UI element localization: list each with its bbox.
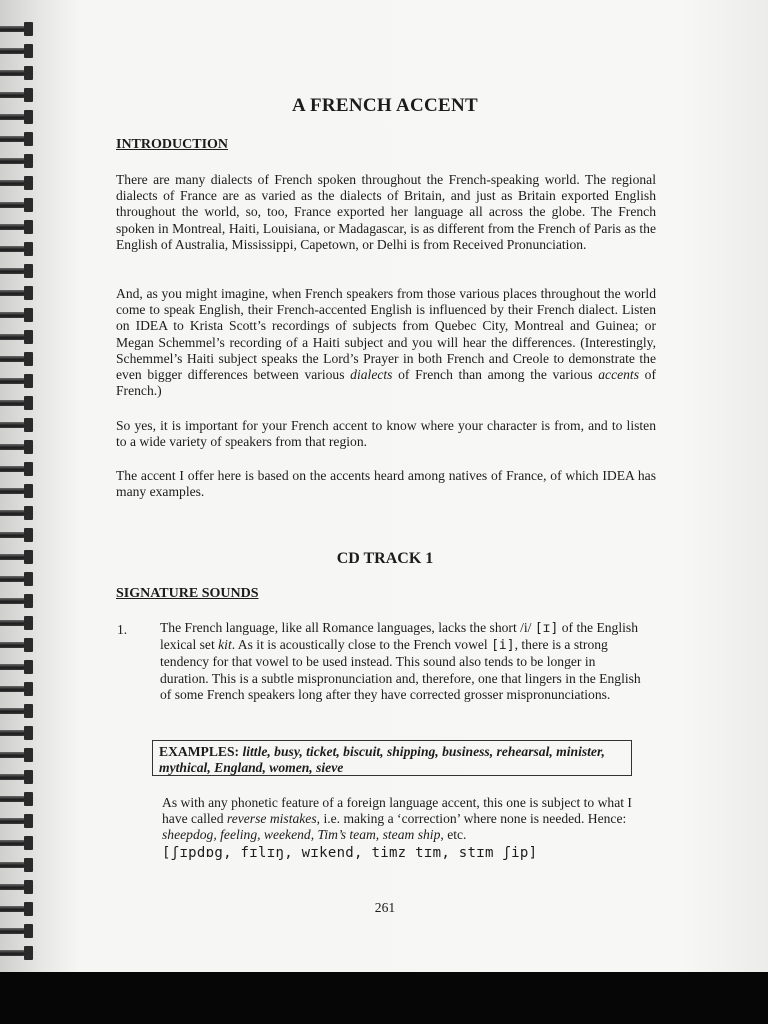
spiral-ring	[0, 880, 34, 894]
ring-wire	[0, 246, 26, 252]
ring-hole	[24, 880, 33, 894]
signature-sounds-heading: SIGNATURE SOUNDS	[116, 586, 259, 601]
ring-hole	[24, 638, 33, 652]
spiral-ring	[0, 638, 34, 652]
spiral-ring	[0, 220, 34, 234]
ring-wire	[0, 752, 26, 758]
ring-hole	[24, 528, 33, 542]
introduction-heading: INTRODUCTION	[116, 137, 229, 152]
spiral-ring	[0, 330, 34, 344]
spiral-ring	[0, 132, 34, 146]
ring-hole	[24, 242, 33, 256]
ring-hole	[24, 396, 33, 410]
spiral-ring	[0, 550, 34, 564]
ring-wire	[0, 510, 26, 516]
spiral-ring	[0, 858, 34, 872]
note-text-c: , etc.	[440, 827, 467, 843]
para2-text-b: of French than among the various	[392, 367, 599, 383]
spiral-ring	[0, 418, 34, 432]
ring-wire	[0, 136, 26, 142]
ring-hole	[24, 198, 33, 212]
ring-wire	[0, 598, 26, 604]
ring-wire	[0, 708, 26, 714]
ring-hole	[24, 946, 33, 960]
spiral-ring	[0, 88, 34, 102]
ring-hole	[24, 44, 33, 58]
ring-hole	[24, 484, 33, 498]
ring-hole	[24, 660, 33, 674]
spiral-ring	[0, 946, 34, 960]
ring-wire	[0, 906, 26, 912]
ring-hole	[24, 792, 33, 806]
ring-wire	[0, 48, 26, 54]
spiral-ring	[0, 462, 34, 476]
note-text-a: As with any phonetic feature of a foreign language accent, this one is subject to what I have called	[162, 795, 632, 827]
cd-track-heading: CD TRACK 1	[336, 550, 434, 567]
ring-wire	[0, 70, 26, 76]
ring-wire	[0, 532, 26, 538]
item-text-d: , there is a strong tendency for that vowel to be used instead. This sound also tends to be longer in duration. This is a subtle mispronunciation and, therefore, one that lingers in the English of some French speakers long after they have corrected grosser mispronunciations.	[160, 637, 641, 702]
ring-wire	[0, 334, 26, 340]
ring-hole	[24, 572, 33, 586]
ring-wire	[0, 180, 26, 186]
ring-wire	[0, 268, 26, 274]
spiral-ring	[0, 594, 34, 608]
ring-hole	[24, 88, 33, 102]
ring-hole	[24, 836, 33, 850]
note-emphasis: reverse mistakes	[226, 811, 317, 827]
spiral-ring	[0, 154, 34, 168]
ring-wire	[0, 356, 26, 362]
ipa-transcription: [ʃɪpdɒg, fɪlɪŋ, wɪkend, timz tɪm, stɪm ʃip]	[162, 845, 538, 861]
ring-wire	[0, 554, 26, 560]
spiral-ring	[0, 902, 34, 916]
intro-paragraph-3: So yes, it is important for your French accent to know where your character is from, and to listen to a wide variety of speakers from that region.	[116, 418, 656, 450]
ring-wire	[0, 422, 26, 428]
spiral-ring	[0, 792, 34, 806]
spiral-ring	[0, 770, 34, 784]
ring-wire	[0, 202, 26, 208]
ring-wire	[0, 290, 26, 296]
ring-hole	[24, 308, 33, 322]
item-text-a: The French language, like all Romance languages, lacks the short /i/	[160, 620, 535, 635]
item-text-b: of the English lexical set	[160, 620, 638, 653]
spiral-ring	[0, 176, 34, 190]
ring-wire	[0, 312, 26, 318]
ring-wire	[0, 928, 26, 934]
ring-wire	[0, 114, 26, 120]
spiral-ring	[0, 726, 34, 740]
ring-wire	[0, 884, 26, 890]
ring-hole	[24, 154, 33, 168]
spiral-ring	[0, 264, 34, 278]
ring-hole	[24, 924, 33, 938]
ring-wire	[0, 224, 26, 230]
spiral-ring	[0, 572, 34, 586]
spiral-ring	[0, 836, 34, 850]
spiral-ring	[0, 506, 34, 520]
ring-hole	[24, 352, 33, 366]
reverse-mistakes-note	[162, 795, 652, 844]
spiral-ring	[0, 616, 34, 630]
ring-hole	[24, 858, 33, 872]
spiral-ring	[0, 308, 34, 322]
ipa-french-i: [i]	[491, 638, 515, 654]
ring-hole	[24, 550, 33, 564]
examples-label: EXAMPLES:	[159, 744, 240, 759]
ring-wire	[0, 26, 26, 32]
ring-wire	[0, 378, 26, 384]
page-number: 261	[374, 900, 396, 915]
spiral-ring	[0, 110, 34, 124]
ring-wire	[0, 796, 26, 802]
list-item-text	[160, 620, 644, 703]
ring-wire	[0, 818, 26, 824]
note-text-b: , i.e. making a ‘correction’ where none is needed. Hence:	[316, 811, 627, 827]
ring-wire	[0, 664, 26, 670]
ipa-short-i: [ɪ]	[534, 621, 559, 636]
page-title: A FRENCH ACCENT	[291, 95, 479, 116]
ring-wire	[0, 576, 26, 582]
ring-hole	[24, 110, 33, 124]
lexical-set-kit: kit	[218, 637, 232, 653]
list-item-number: 1.	[117, 622, 128, 637]
spiral-ring	[0, 374, 34, 388]
ring-hole	[24, 814, 33, 828]
ring-hole	[24, 462, 33, 476]
spiral-ring	[0, 396, 34, 410]
ring-wire	[0, 840, 26, 846]
ring-wire	[0, 686, 26, 692]
ring-hole	[24, 682, 33, 696]
spiral-ring	[0, 484, 34, 498]
spiral-ring	[0, 748, 34, 762]
spiral-binding	[0, 22, 40, 972]
intro-paragraph-2	[116, 286, 656, 399]
ring-hole	[24, 616, 33, 630]
ring-hole	[24, 286, 33, 300]
ring-wire	[0, 92, 26, 98]
ring-wire	[0, 466, 26, 472]
ring-wire	[0, 774, 26, 780]
examples-box	[152, 740, 632, 776]
spiral-ring	[0, 924, 34, 938]
ring-hole	[24, 594, 33, 608]
examples-words: little, busy, ticket, biscuit, shipping, business, rehearsal, minister, mythical, England, women, sieve	[159, 744, 605, 775]
spiral-ring	[0, 814, 34, 828]
ring-wire	[0, 950, 26, 956]
ring-hole	[24, 374, 33, 388]
ring-wire	[0, 620, 26, 626]
ring-wire	[0, 642, 26, 648]
ring-wire	[0, 158, 26, 164]
intro-paragraph-1: There are many dialects of French spoken throughout the French-speaking world. The regional dialects of France are as varied as the dialects of Britain, and just as Britain exported English throughout the world, so, too, France exported her language all across the globe. The French spoken in Montreal, Haiti, Louisiana, or Madagascar, is as different from the French of Paris as the English of Australia, Mississippi, Capetown, or Delhi is from Received Pronunciation.	[116, 172, 656, 252]
ring-wire	[0, 400, 26, 406]
ring-hole	[24, 220, 33, 234]
ring-hole	[24, 726, 33, 740]
spiral-ring	[0, 198, 34, 212]
ring-hole	[24, 132, 33, 146]
intro-paragraph-4: The accent I offer here is based on the accents heard among natives of France, of which IDEA has many examples.	[116, 468, 656, 500]
spiral-ring	[0, 528, 34, 542]
para2-text-a: And, as you might imagine, when French speakers from those various places throughout the world come to speak English, their French-accented English is influenced by their French dialect. Listen on IDEA to Krista Scott’s recordings of subjects from Quebec City, Montreal and Guinea; or Megan Schemmel’s recording of a Haiti subject and you will hear the differences. (Interestingly, Schemmel’s Haiti subject speaks the Lord’s Prayer in both French and Creole to demonstrate the even bigger differences between various	[116, 286, 656, 383]
ring-hole	[24, 902, 33, 916]
ring-hole	[24, 330, 33, 344]
item-text-c: . As it is acoustically close to the French vowel	[231, 637, 492, 653]
spiral-ring	[0, 286, 34, 300]
spiral-ring	[0, 704, 34, 718]
ring-hole	[24, 22, 33, 36]
ring-hole	[24, 176, 33, 190]
ring-hole	[24, 264, 33, 278]
spiral-ring	[0, 660, 34, 674]
ring-hole	[24, 748, 33, 762]
ring-hole	[24, 66, 33, 80]
para2-emphasis-dialects: dialects	[350, 367, 393, 383]
ring-hole	[24, 770, 33, 784]
para2-emphasis-accents: accents	[598, 367, 639, 383]
para2-text-c: of French.)	[116, 367, 656, 399]
ring-wire	[0, 488, 26, 494]
note-examples: sheepdog, feeling, weekend, Tim’s team, steam ship	[162, 827, 441, 843]
ring-hole	[24, 704, 33, 718]
spiral-ring	[0, 352, 34, 366]
spiral-ring	[0, 242, 34, 256]
ring-hole	[24, 506, 33, 520]
ring-wire	[0, 730, 26, 736]
spiral-ring	[0, 66, 34, 80]
spiral-ring	[0, 44, 34, 58]
ring-hole	[24, 418, 33, 432]
spiral-ring	[0, 22, 34, 36]
spiral-ring	[0, 682, 34, 696]
ring-wire	[0, 862, 26, 868]
ring-hole	[24, 440, 33, 454]
scan-bottom-edge	[0, 972, 768, 1024]
ring-wire	[0, 444, 26, 450]
spiral-ring	[0, 440, 34, 454]
